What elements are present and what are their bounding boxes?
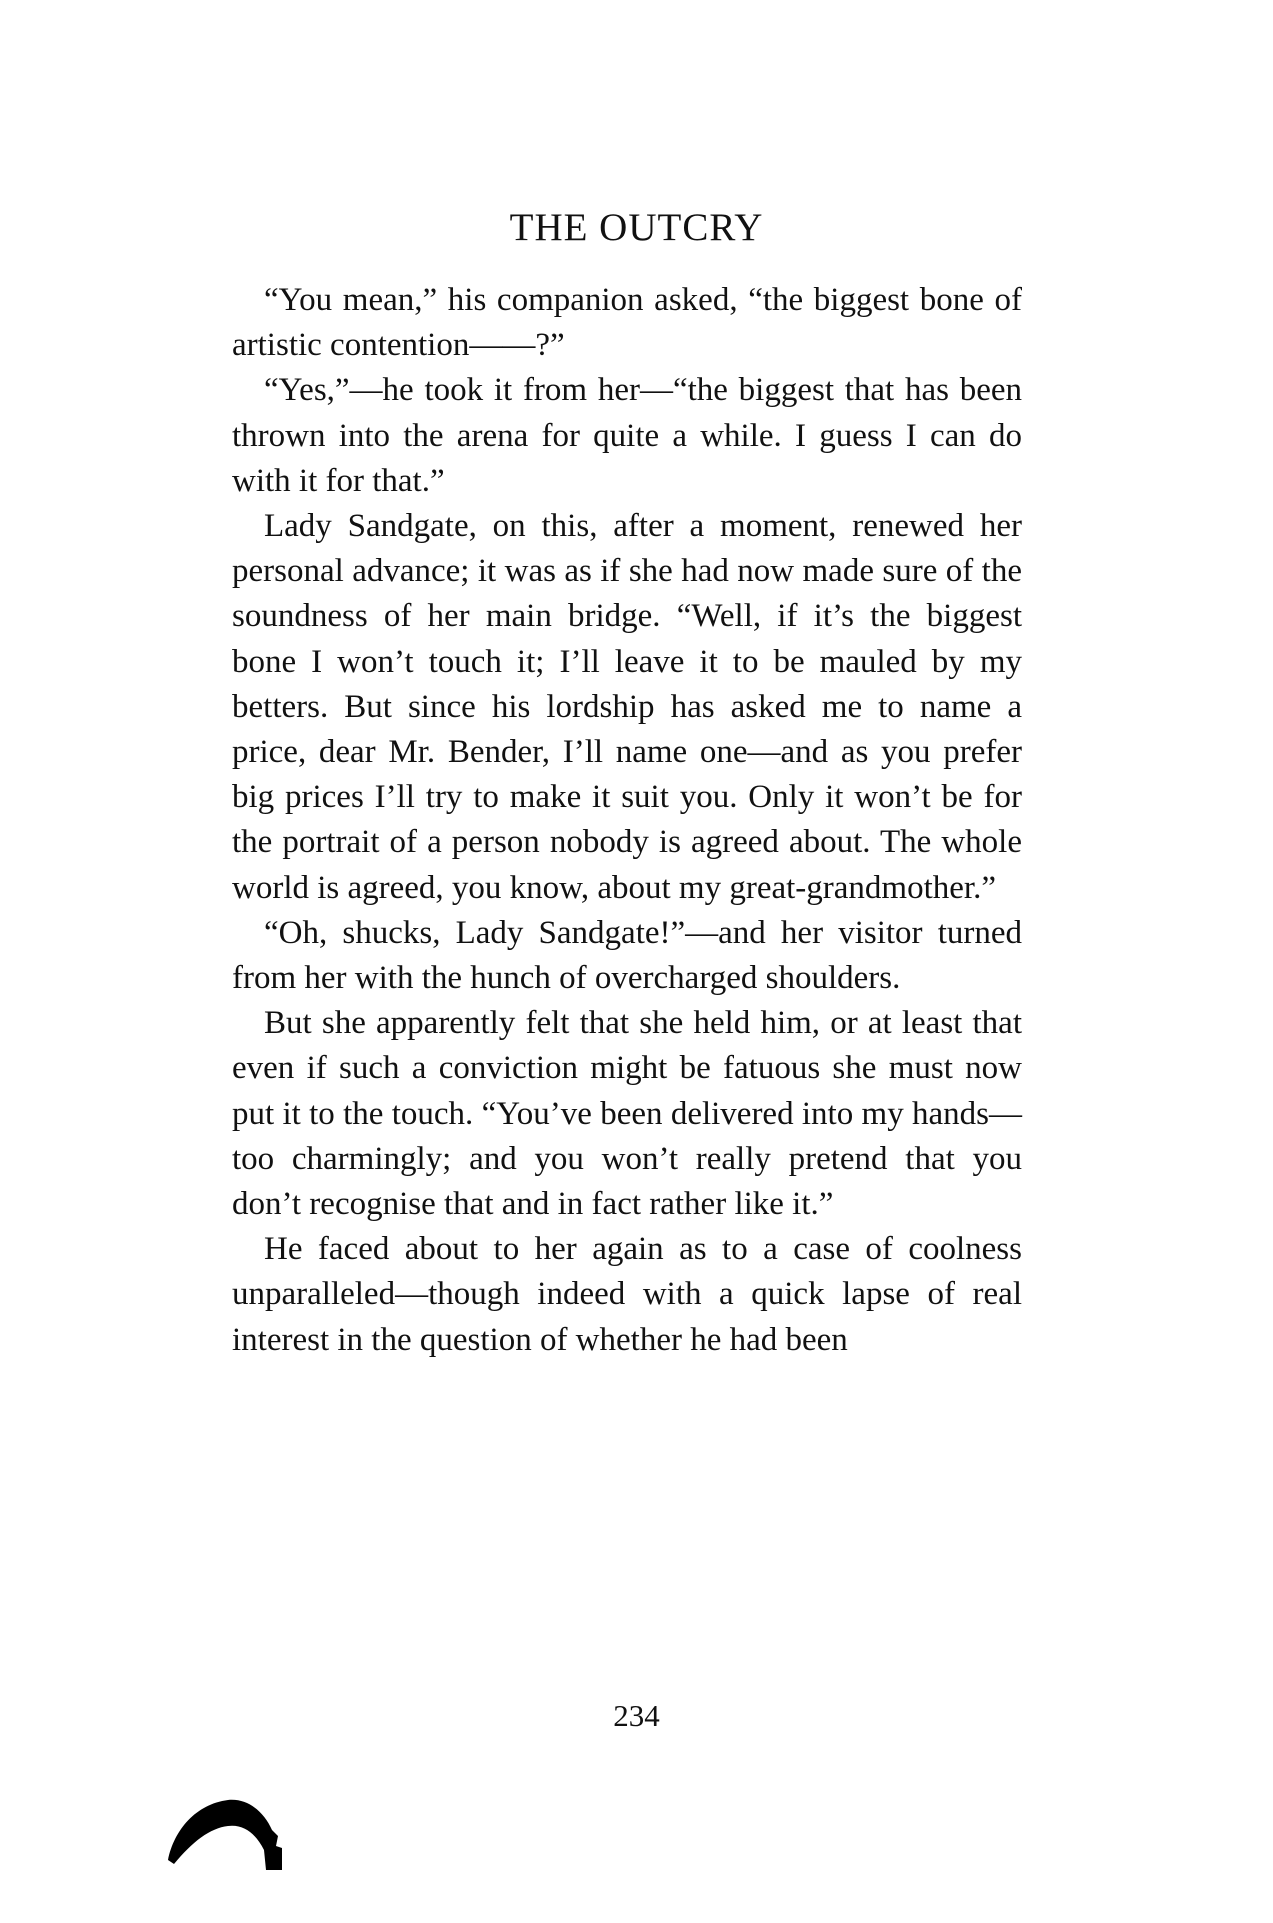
paragraph: He faced about to her again as to a case of coolness unparalleled—though indeed with a quick lapse of real interest in the question of whether he had been: [232, 1231, 1022, 1358]
page-number: 234: [613, 1698, 660, 1733]
paragraph: “Yes,”—he took it from her—“the biggest that has been thrown into the arena for quite a while. I guess I can do with it for that.”: [232, 372, 1022, 499]
paragraph: But she apparently felt that she held him, or at least that even if such a conviction might be fatuous she must now put it to the touch. “You’ve been delivered into my hands—too charmingly; and you won’t really pretend that you don’t recognise that and in fact rather like it.”: [232, 1005, 1022, 1223]
running-title: THE OUTCRY: [509, 206, 764, 249]
paragraph: “Oh, shucks, Lady Sandgate!”—and her visitor turned from her with the hunch of overcharged shoulders.: [232, 914, 1022, 997]
page-body: [232, 278, 1022, 1363]
paragraph: Lady Sandgate, on this, after a moment, renewed her personal advance; it was as if she had now made sure of the soundness of her main bridge. “Well, if it’s the biggest bone I won’t touch it; I’ll leave it to be mauled by my betters. But since his lordship has asked me to name a price, dear Mr. Bender, I’ll name one—and as you prefer big prices I’ll try to make it suit you. Only it won’t be for the portrait of a person nobody is agreed about. The whole world is agreed, you know, about my great-grandmother.”: [232, 508, 1022, 906]
paragraph: “You mean,” his companion asked, “the biggest bone of artistic contention——?”: [232, 282, 1022, 364]
ink-blot-mark: [166, 1790, 284, 1872]
